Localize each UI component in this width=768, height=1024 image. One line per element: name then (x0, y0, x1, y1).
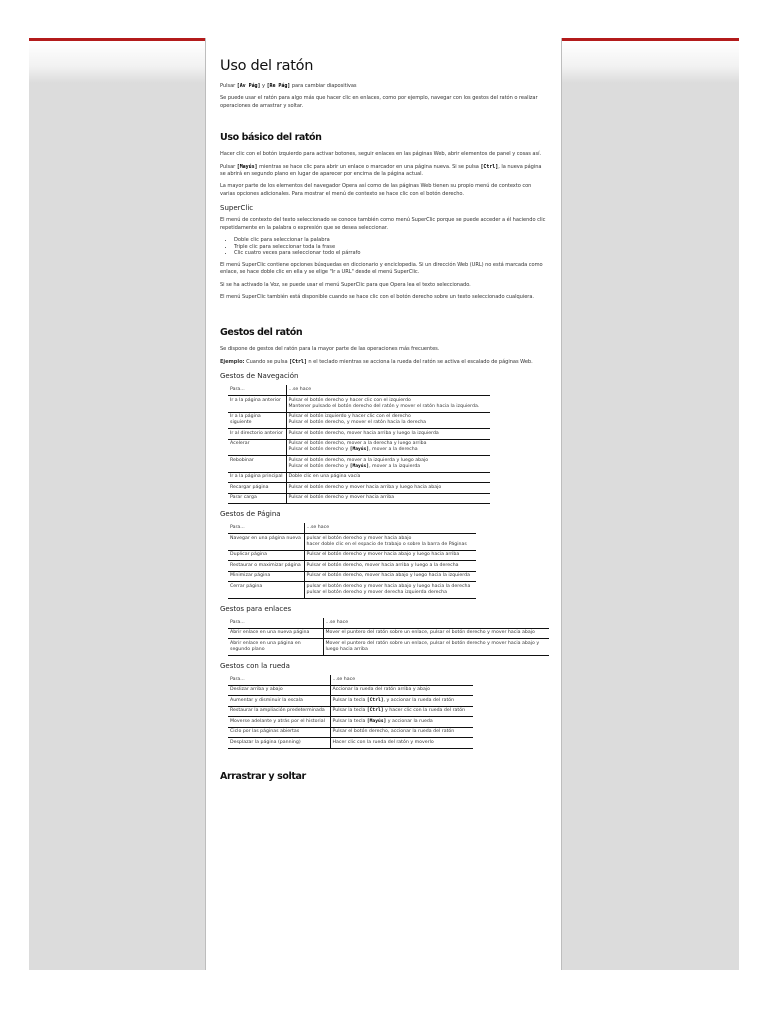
table-header-row (228, 675, 473, 686)
basic-paragraph-2: Pulsar [Mayús] mientras se hace clic para abrir un enlace o marcador en una página nueva. Si se pulsa [Ctrl], la nueva página se abrirá en segundo plano en lugar de aparecer por encima de la página actual. (220, 163, 542, 178)
column-header: ...se hace (286, 385, 490, 396)
subheading-page-gestures: Gestos de Página (220, 510, 281, 519)
column-header: Para... (228, 385, 286, 396)
help-page (205, 38, 562, 970)
table-row: Ir a la página siguiente Pulsar el botón izquierdo y hacer clic con el derecho Pulsar el botón derecho, y mover el ratón hacia la derecha (228, 412, 490, 429)
table-row: Aumentar y disminuir la escala Pulsar la tecla [Ctrl], y accionar la rueda del ratón (228, 696, 473, 707)
gestures-example: Ejemplo: Cuando se pulsa [Ctrl] n el teclado mientras se acciona la rueda del ratón se activa el escalado de páginas Web. (220, 358, 533, 365)
table-row: Rebobinar Pulsar el botón derecho, mover a la izquierda y luego abajo Pulsar el botón derecho y [Mayús], mover a la izquierda (228, 456, 490, 473)
table-row: Recargar página Pulsar el botón derecho y mover hacia arriba y luego hacia abajo (228, 483, 490, 494)
table-row: Duplicar página Pulsar el botón derecho y mover hacia abajo y luego hacia arriba (228, 550, 476, 561)
table-header-row (228, 618, 549, 629)
column-header: Para... (228, 523, 304, 534)
basic-paragraph-1: Hacer clic con el botón izquierdo para activar botones, seguir enlaces en las páginas Web, abrir elementos de panel y cosas así. (220, 151, 542, 158)
table-row: Cerrar página pulsar el botón derecho y mover hacia abajo y luego hacia la derecha pulsar el botón derecho y mover derecha izquierda derecha (228, 582, 476, 599)
column-header: Para... (228, 675, 330, 686)
navigation-gestures-table (228, 385, 490, 504)
ctrl-key: [Ctrl] (289, 358, 307, 365)
page-gestures-table (228, 523, 476, 599)
ctrl-key: [Ctrl] (480, 163, 499, 170)
intro-paragraph: Se puede usar el ratón para algo más que hacer clic en enlaces, como por ejemplo, navegar con los gestos del ratón o realizar operaciones de arrastrar y soltar. (220, 95, 538, 109)
section-heading-dragdrop: Arrastrar y soltar (220, 770, 306, 782)
basic-paragraph-3: La mayor parte de los elementos del navegador Opera así como de las páginas Web tienen su propio menú de contexto con varias opciones adicionales. Para mostrar el menú de contexto se hace clic con el botón derecho. (220, 183, 532, 197)
subheading-navigation-gestures: Gestos de Navegación (220, 372, 299, 381)
column-header: Para... (228, 618, 323, 629)
table-row: Minimizar página Pulsar el botón derecho, mover hacia abajo y luego hacia la izquierda (228, 571, 476, 582)
table-row: Deslizar arriba y abajo Accionar la rueda del ratón arriba y abajo (228, 685, 473, 696)
table-header-row (228, 385, 490, 396)
page-up-key: [Re Pág] (266, 83, 291, 89)
gestures-paragraph: Se dispone de gestos del ratón para la mayor parte de las operaciones más frecuentes. (220, 346, 440, 353)
page-title: Uso del ratón (220, 58, 314, 74)
table-row: Ir a la página principal Doble clic en una página vacía (228, 472, 490, 483)
page-down-key: [Av Pág] (236, 83, 261, 89)
table-row: Desplazar la página (panning) Hacer clic con la rueda del ratón y moverlo (228, 738, 473, 749)
subheading-link-gestures: Gestos para enlaces (220, 604, 292, 613)
superclic-paragraph-4: El menú SuperClic también está disponible cuando se hace clic con el botón derecho sobre un texto seleccionado cualquiera. (220, 294, 534, 301)
section-heading-gestures: Gestos del ratón (220, 327, 303, 339)
column-header: ...se hace (330, 675, 473, 686)
superclic-paragraph-3: Si se ha activado la Voz, se puede usar el menú SuperClic para que Opera lea el texto seleccionado. (220, 281, 471, 288)
superclic-list (234, 237, 547, 257)
table-row: Moverse adelante y atrás por el historial Pulsar la tecla [Mayús] y accionar la rueda (228, 717, 473, 728)
table-row: Ciclo por las páginas abiertas Pulsar el botón derecho, accionar la rueda del ratón (228, 727, 473, 738)
list-item: • Clic cuatro veces para seleccionar todo el párrafo (234, 250, 547, 257)
table-header-row (228, 523, 476, 534)
list-item: • Triple clic para seleccionar toda la frase (234, 244, 547, 251)
wheel-gestures-table (228, 675, 473, 749)
table-row: Abrir enlace en una nueva página Mover el puntero del ratón sobre un enlace, pulsar el botón derecho y mover hacia abajo (228, 628, 549, 639)
intro-keys-paragraph: Pulsar [Av Pág] y [Re Pág] para cambiar diapositivas (220, 83, 357, 89)
table-row: Parar carga Pulsar el botón derecho y mover hacia arriba (228, 493, 490, 504)
superclic-paragraph-1: El menú de contexto del texto seleccionado se conoce también como menú SuperClic porque se puede acceder a él haciendo clic repetidamente en la palabra o expresión que se desea seleccionar. (220, 217, 546, 231)
left-side-band (29, 38, 205, 970)
link-gestures-table (228, 618, 549, 656)
table-row: Acelerar Pulsar el botón derecho, mover a la derecha y luego arriba Pulsar el botón derecho y [Mayús], mover a la derecha (228, 439, 490, 456)
table-row: Abrir enlace en una página en segundo plano Mover el puntero del ratón sobre un enlace, pulsar el botón derecho y mover hacia abajo y luego hacia arriba (228, 639, 549, 656)
shift-key: [Mayús] (236, 163, 258, 170)
table-row: Restaurar la ampliación predeterminada Pulsar la tecla [Ctrl] y hacer clic con la rueda del ratón (228, 706, 473, 717)
table-row: Restaurar o maximizar página Pulsar el botón derecho, mover hacia arriba y luego a la derecha (228, 561, 476, 572)
subheading-superclic: SuperClic (220, 204, 254, 213)
list-item: • Doble clic para seleccionar la palabra (234, 237, 547, 244)
column-header: ...se hace (323, 618, 549, 629)
right-side-band (562, 38, 739, 970)
superclic-paragraph-2: El menú SuperClic contiene opciones búsquedas en diccionario y enciclopedia. Si un dirección Web (URL) no está marcada como enlace, se hace doble clic en ella y se elige "Ir a URL" desde el menú SuperClic. (220, 261, 543, 276)
section-heading-basic: Uso básico del ratón (220, 132, 322, 144)
column-header: ...se hace (304, 523, 476, 534)
subheading-wheel-gestures: Gestos con la rueda (220, 661, 290, 670)
table-row: Ir a la página anterior Pulsar el botón derecho y hacer clic con el izquierdo Mantener pulsado el botón derecho del ratón y mover el ratón hacia la izquierda. (228, 396, 490, 413)
table-row: Navegar en una página nueva pulsar el botón derecho y mover hacia abajo hacer doble clic en el espacio de trabajo o sobre la barra de Páginas (228, 534, 476, 551)
table-row: Ir al directorio anterior Pulsar el botón derecho, mover hacia arriba y luego la izquierda (228, 429, 490, 440)
